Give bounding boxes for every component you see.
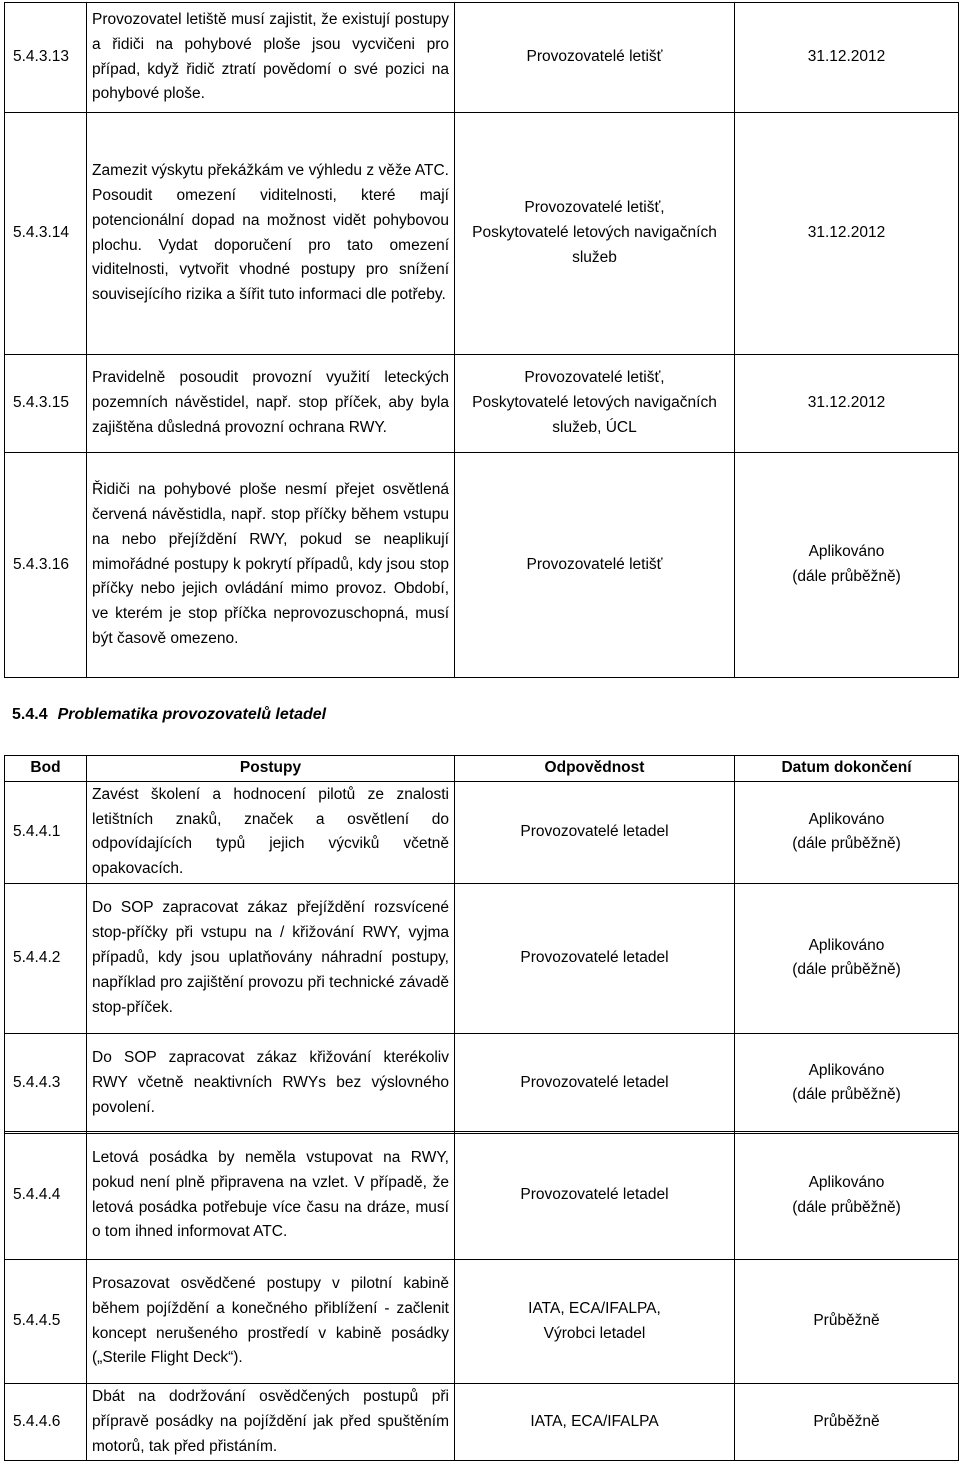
- row-responsibility: Provozovatelé letišť: [455, 453, 735, 678]
- table-row: [5, 1260, 959, 1384]
- row-date: 31.12.2012: [735, 113, 959, 355]
- row-responsibility: Provozovatelé letadel: [455, 1132, 735, 1260]
- row-responsibility: Provozovatelé letišť, Poskytovatelé letových navigačních služeb: [455, 113, 735, 355]
- section-title: Problematika provozovatelů letadel: [57, 706, 327, 723]
- row-date: Aplikováno (dále průběžně): [735, 453, 959, 678]
- row-procedure: Pravidelně posoudit provozní využití leteckých pozemních návěstidel, např. stop příček, aby byla zajištěna důsledná provozní ochrana RWY.: [87, 355, 455, 453]
- header-postupy: Postupy: [87, 756, 455, 782]
- table-row: [5, 355, 959, 453]
- row-number: 5.4.4.2: [5, 883, 87, 1033]
- row-procedure: Do SOP zapracovat zákaz křižování kterékoliv RWY včetně neaktivních RWYs bez výslovného povolení.: [87, 1033, 455, 1133]
- row-procedure: Zamezit výskytu překážkám ve výhledu z věže ATC. Posoudit omezení viditelnosti, které mají potencionální dopad na možnost vidět pohybovou plochu. Vydat doporučení pro tato omezení viditelnosti, vytvořit vhodné postupy pro snížení souvisejícího rizika a šířit tuto informaci dle potřeby.: [87, 113, 455, 355]
- row-responsibility: Provozovatelé letadel: [455, 883, 735, 1033]
- row-date: Aplikováno (dále průběžně): [735, 781, 959, 883]
- row-responsibility: IATA, ECA/IFALPA, Výrobci letadel: [455, 1260, 735, 1384]
- section-heading: [12, 706, 326, 724]
- table-header-row: [5, 756, 959, 782]
- table-row: [5, 3, 959, 113]
- header-datum: Datum dokončení: [735, 756, 959, 782]
- table-row: [5, 1132, 959, 1260]
- header-odpovednost: Odpovědnost: [455, 756, 735, 782]
- row-responsibility: Provozovatelé letadel: [455, 1033, 735, 1133]
- row-procedure: Zavést školení a hodnocení pilotů ze znalosti letištních znaků, značek a osvětlení do odpovídajících typů jejich výcviků včetně opakovacích.: [87, 781, 455, 883]
- section-number: 5.4.4: [12, 706, 48, 723]
- row-number: 5.4.4.3: [5, 1033, 87, 1133]
- table-5-4-3: [4, 2, 959, 678]
- row-responsibility: IATA, ECA/IFALPA: [455, 1384, 735, 1461]
- table-5-4-4-continued: [4, 1131, 959, 1461]
- row-responsibility: Provozovatelé letišť, Poskytovatelé letových navigačních služeb, ÚCL: [455, 355, 735, 453]
- row-procedure: Řidiči na pohybové ploše nesmí přejet osvětlená červená návěstidla, např. stop příčky během vstupu na nebo přejíždění RWY, pokud se neaplikují mimořádné postupy k pokrytí případů, kdy jsou stop příčky nebo jejich ovládání mimo provoz. Období, ve kterém je stop příčka neprovozuschopná, musí být časově omezeno.: [87, 453, 455, 678]
- row-date: 31.12.2012: [735, 355, 959, 453]
- row-date: Průběžně: [735, 1384, 959, 1461]
- row-responsibility: Provozovatelé letadel: [455, 781, 735, 883]
- row-number: 5.4.3.16: [5, 453, 87, 678]
- row-procedure: Prosazovat osvědčené postupy v pilotní kabině během pojíždění a konečného přiblížení - začlenit koncept nerušeného prostředí v kabině posádky („Sterile Flight Deck“).: [87, 1260, 455, 1384]
- table-row: [5, 453, 959, 678]
- row-date: Aplikováno (dále průběžně): [735, 1132, 959, 1260]
- row-number: 5.4.3.13: [5, 3, 87, 113]
- table-row: [5, 1033, 959, 1133]
- row-procedure: Provozovatel letiště musí zajistit, že existují postupy a řidiči na pohybové ploše jsou vycvičeni pro případ, když řidič ztratí povědomí o své pozici na pohybové ploše.: [87, 3, 455, 113]
- table-row: [5, 883, 959, 1033]
- row-procedure: Do SOP zapracovat zákaz přejíždění rozsvícené stop-příčky při vstupu na / křižování RWY, vyjma případů, kdy jsou uplatňovány náhradní postupy, například pro zajištění provozu při technické závadě stop-příček.: [87, 883, 455, 1033]
- row-number: 5.4.4.1: [5, 781, 87, 883]
- row-number: 5.4.4.6: [5, 1384, 87, 1461]
- table-row: [5, 1384, 959, 1461]
- row-date: Aplikováno (dále průběžně): [735, 1033, 959, 1133]
- row-date: Průběžně: [735, 1260, 959, 1384]
- row-procedure: Letová posádka by neměla vstupovat na RWY, pokud není plně připravena na vzlet. V případě, že letová posádka potřebuje více času na dráze, musí o tom ihned informovat ATC.: [87, 1132, 455, 1260]
- row-procedure: Dbát na dodržování osvědčených postupů při přípravě posádky na pojíždění jak před spuštěním motorů, tak před přistáním.: [87, 1384, 455, 1461]
- row-date: 31.12.2012: [735, 3, 959, 113]
- table-row: [5, 113, 959, 355]
- table-row: [5, 781, 959, 883]
- header-bod: Bod: [5, 756, 87, 782]
- row-number: 5.4.4.5: [5, 1260, 87, 1384]
- table-5-4-4: [4, 755, 959, 1134]
- row-number: 5.4.3.15: [5, 355, 87, 453]
- row-number: 5.4.4.4: [5, 1132, 87, 1260]
- row-number: 5.4.3.14: [5, 113, 87, 355]
- row-date: Aplikováno (dále průběžně): [735, 883, 959, 1033]
- row-responsibility: Provozovatelé letišť: [455, 3, 735, 113]
